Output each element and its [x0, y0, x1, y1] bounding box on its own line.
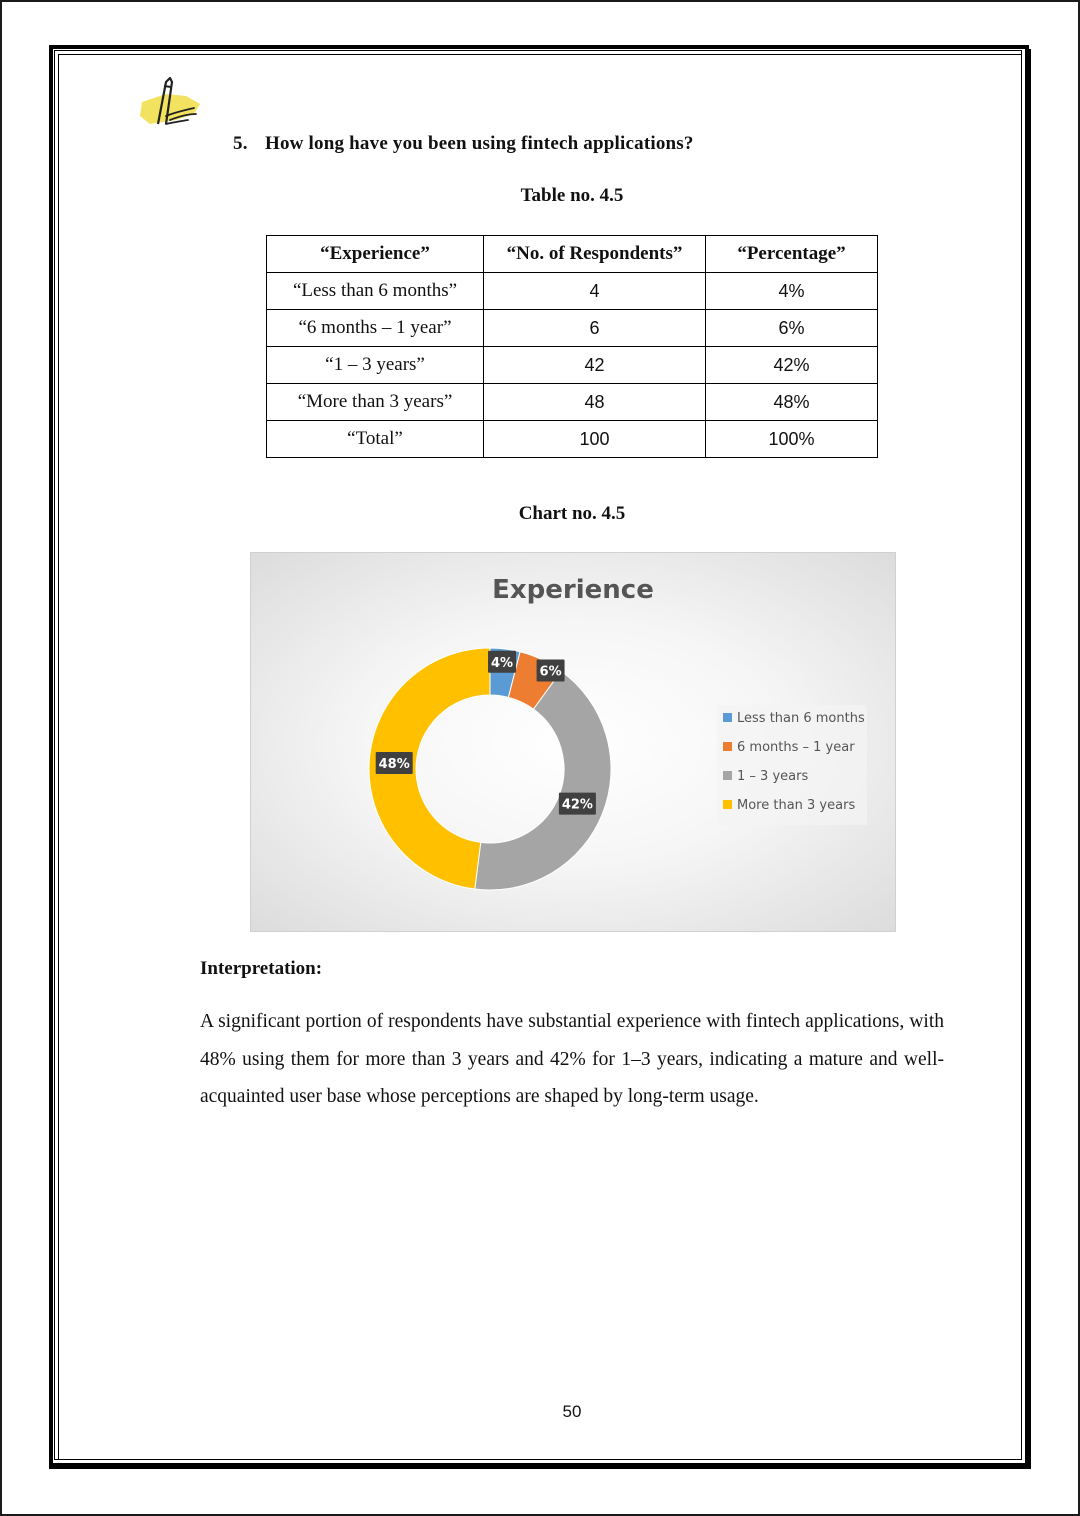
- table-cell-percentage: 42%: [706, 347, 878, 384]
- question-number: 5.: [233, 133, 248, 154]
- table-cell-respondents: 4: [484, 273, 706, 310]
- table-header-cell: “Experience”: [267, 236, 484, 273]
- table-cell-respondents: 6: [484, 310, 706, 347]
- svg-text:1 – 3 years: 1 – 3 years: [737, 769, 809, 784]
- table-cell-experience: “1 – 3 years”: [267, 347, 484, 384]
- table-cell-respondents: 48: [484, 384, 706, 421]
- table-cell-respondents: 42: [484, 347, 706, 384]
- legend-item: [723, 798, 855, 813]
- question-text: How long have you been using fintech applications?: [265, 133, 694, 154]
- table-header-row: [267, 236, 878, 273]
- table-cell-experience: “6 months – 1 year”: [267, 310, 484, 347]
- pen-highlighter-icon: [136, 74, 204, 130]
- legend-item: [723, 740, 855, 755]
- donut-chart: [250, 552, 896, 932]
- svg-text:Less than 6 months: Less than 6 months: [737, 711, 865, 726]
- table-cell-percentage: 6%: [706, 310, 878, 347]
- donut-slice: [475, 671, 611, 890]
- chart-caption: Chart no. 4.5: [518, 503, 626, 524]
- table-header-cell: “Percentage”: [706, 236, 878, 273]
- svg-text:4%: 4%: [490, 655, 514, 671]
- page-border-shadow-bottom: [49, 1463, 1031, 1469]
- svg-text:42%: 42%: [561, 797, 593, 813]
- data-label: [376, 752, 413, 774]
- data-label: [537, 660, 565, 682]
- data-label: [488, 651, 516, 673]
- chart-title: Experience: [492, 575, 654, 605]
- table-cell-experience: “Less than 6 months”: [267, 273, 484, 310]
- interpretation-heading: Interpretation:: [200, 958, 323, 979]
- svg-text:48%: 48%: [378, 756, 410, 772]
- interpretation-paragraph: A significant portion of respondents have substantial experience with fintech applications, with 48% using them for more than 3 years and 42% for 1–3 years, indicating a mature and well-acquainted user base whose perceptions are shaped by long-term usage.: [200, 1011, 944, 1107]
- page-border-shadow-right: [1025, 49, 1031, 1469]
- svg-text:6%: 6%: [539, 664, 562, 680]
- svg-text:6 months – 1 year: 6 months – 1 year: [737, 740, 855, 755]
- page-number: 50: [562, 1402, 582, 1421]
- table-cell-experience: “More than 3 years”: [267, 384, 484, 421]
- table-caption: Table no. 4.5: [520, 185, 624, 206]
- table-cell-experience: “Total”: [267, 421, 484, 458]
- table-header-cell: “No. of Respondents”: [484, 236, 706, 273]
- table-row: [267, 384, 878, 421]
- table-cell-percentage: 4%: [706, 273, 878, 310]
- experience-table: [266, 235, 878, 458]
- table-cell-respondents: 100: [484, 421, 706, 458]
- table-row-total: [267, 421, 878, 458]
- table-row: [267, 347, 878, 384]
- table-row: [267, 310, 878, 347]
- table-row: [267, 273, 878, 310]
- table-cell-percentage: 100%: [706, 421, 878, 458]
- svg-text:More than 3 years: More than 3 years: [737, 798, 856, 813]
- legend-item: [723, 711, 865, 726]
- chart-canvas: [251, 553, 895, 931]
- table-cell-percentage: 48%: [706, 384, 878, 421]
- question-heading: [233, 133, 694, 155]
- data-label: [559, 793, 596, 815]
